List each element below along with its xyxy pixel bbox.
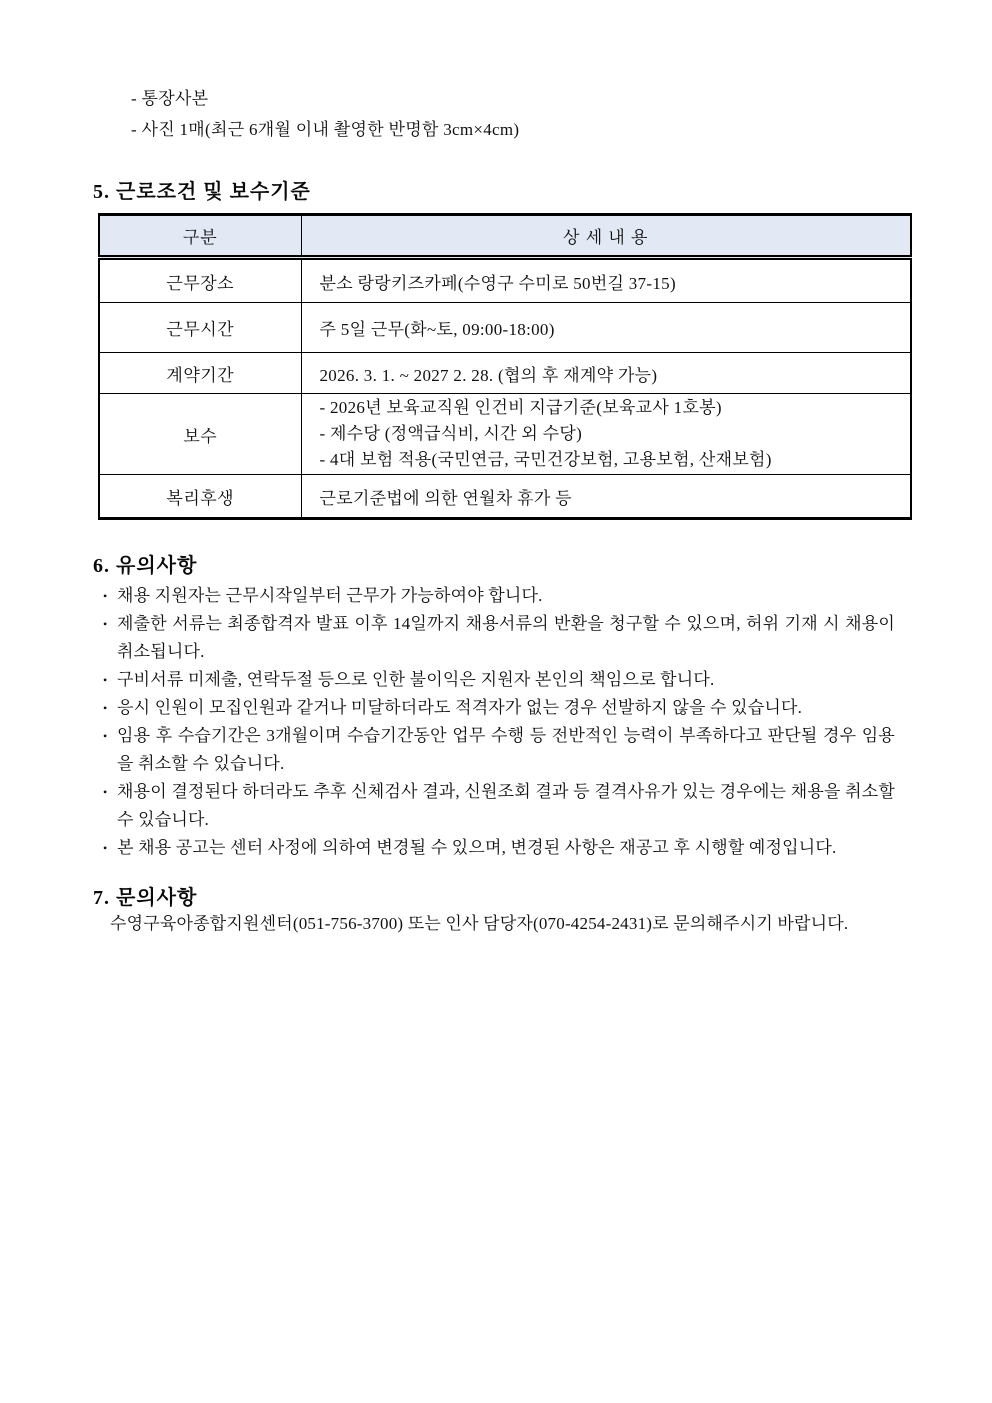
attachment-list — [131, 83, 519, 145]
table-row — [99, 258, 911, 303]
row-value-hours: 주 5일 근무(화~토, 09:00-18:00) — [301, 303, 911, 353]
row-label-welfare: 복리후생 — [99, 475, 301, 519]
notice-item — [103, 834, 895, 862]
section5-title: 5. 근로조건 및 보수기준 — [93, 181, 311, 203]
notice-list — [103, 582, 895, 862]
bullet-marker: • — [103, 617, 108, 631]
attachment-item: - 사진 1매(최근 6개월 이내 촬영한 반명함 3cm×4cm) — [131, 120, 520, 139]
notice-item — [103, 610, 895, 666]
notice-text: 채용이 결정된다 하더라도 추후 신체검사 결과, 신원조회 결과 등 결격사유가 있는 경우에는 채용을 취소할 수 있습니다. — [117, 782, 895, 829]
contact-info: 수영구육아종합지원센터(051-756-3700) 또는 인사 담당자(070-4254-2431)로 문의해주시기 바랍니다. — [110, 914, 849, 933]
column-header-details: 상 세 내 용 — [301, 215, 911, 258]
notice-item — [103, 722, 895, 778]
pay-line: - 4대 보험 적용(국민연금, 국민건강보험, 고용보험, 산재보험) — [319, 450, 772, 469]
table-row — [99, 394, 911, 475]
bullet-marker: • — [103, 589, 108, 603]
row-label-contract-period: 계약기간 — [99, 353, 301, 394]
pay-line: - 제수당 (정액급식비, 시간 외 수당) — [319, 424, 583, 443]
section7-title: 7. 문의사항 — [93, 887, 198, 909]
row-label-hours: 근무시간 — [99, 303, 301, 353]
bullet-marker: • — [103, 673, 108, 687]
notice-text: 본 채용 공고는 센터 사정에 의하여 변경될 수 있으며, 변경된 사항은 재공고 후 시행할 예정입니다. — [117, 838, 837, 857]
notice-text: 제출한 서류는 최종합격자 발표 이후 14일까지 채용서류의 반환을 청구할 수 있으며, 허위 기재 시 채용이 취소됩니다. — [117, 614, 895, 661]
table-row — [99, 475, 911, 519]
attachment-item: - 통장사본 — [131, 89, 209, 108]
notice-item — [103, 694, 895, 722]
bullet-marker: • — [103, 841, 108, 855]
row-value-welfare: 근로기준법에 의한 연월차 휴가 등 — [301, 475, 911, 519]
table-header-row — [99, 215, 911, 258]
notice-text: 채용 지원자는 근무시작일부터 근무가 가능하여야 합니다. — [117, 586, 543, 605]
section6-title: 6. 유의사항 — [93, 555, 198, 577]
table-row — [99, 303, 911, 353]
pay-line: - 2026년 보육교직원 인건비 지급기준(보육교사 1호봉) — [319, 398, 722, 417]
column-header-category: 구분 — [99, 215, 301, 258]
bullet-marker: • — [103, 701, 108, 715]
row-label-workplace: 근무장소 — [99, 258, 301, 303]
notice-text: 응시 인원이 모집인원과 같거나 미달하더라도 적격자가 없는 경우 선발하지 않을 수 있습니다. — [117, 698, 803, 717]
table-row — [99, 353, 911, 394]
row-label-pay: 보수 — [99, 394, 301, 475]
notice-item — [103, 666, 895, 694]
notice-text: 구비서류 미제출, 연락두절 등으로 인한 불이익은 지원자 본인의 책임으로 합니다. — [117, 670, 715, 689]
bullet-marker: • — [103, 729, 108, 743]
bullet-marker: • — [103, 785, 108, 799]
notice-item — [103, 778, 895, 834]
row-value-pay — [301, 394, 911, 475]
notice-text: 임용 후 수습기간은 3개월이며 수습기간동안 업무 수행 등 전반적인 능력이 부족하다고 판단될 경우 임용을 취소할 수 있습니다. — [117, 726, 895, 773]
row-value-contract-period: 2026. 3. 1. ~ 2027 2. 28. (협의 후 재계약 가능) — [301, 353, 911, 394]
work-conditions-table — [98, 213, 912, 520]
notice-item — [103, 582, 895, 610]
row-value-workplace: 분소 랑랑키즈카페(수영구 수미로 50번길 37-15) — [301, 258, 911, 303]
